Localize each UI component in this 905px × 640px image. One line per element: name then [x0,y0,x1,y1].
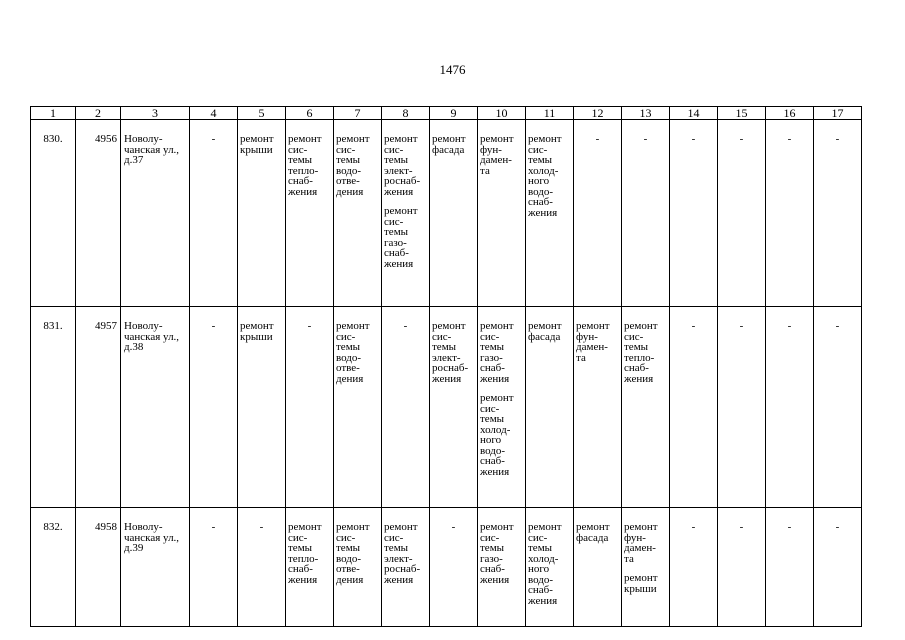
address-cell: Новолу- чанская ул., д.37 [121,120,190,307]
repair-schedule-table [30,106,862,627]
column-header: 4 [190,107,238,120]
column-header: 3 [121,107,190,120]
work-item: ремонт сис- темы газо- снаб- жения [480,521,514,586]
table-row [31,508,862,627]
work-cell [478,508,526,627]
column-header: 13 [622,107,670,120]
work-item: ремонт крыши [624,572,658,595]
column-header: 17 [814,107,862,120]
empty-cell: - [238,508,286,627]
work-cell [286,120,334,307]
work-cell [526,508,574,627]
row-number: 830. [31,120,76,307]
column-header: 9 [430,107,478,120]
empty-cell: - [766,120,814,307]
address-cell: Новолу- чанская ул., д.38 [121,307,190,508]
work-item: ремонт сис- темы тепло- снаб- жения [288,133,322,198]
column-header: 1 [31,107,76,120]
empty-cell: - [190,307,238,508]
empty-cell: - [718,120,766,307]
address-cell: Новолу- чанская ул., д.39 [121,508,190,627]
empty-cell: - [718,508,766,627]
empty-cell: - [622,120,670,307]
empty-cell: - [190,508,238,627]
empty-cell: - [670,307,718,508]
row-number: 831. [31,307,76,508]
empty-cell: - [382,307,430,508]
column-header: 14 [670,107,718,120]
column-header: 10 [478,107,526,120]
work-item: ремонт сис- темы водо- отве- дения [336,133,370,198]
work-cell [382,508,430,627]
work-cell [478,307,526,508]
work-item: ремонт сис- темы элект- роснаб- жения [384,133,421,198]
column-header: 2 [76,107,121,120]
work-cell [526,120,574,307]
column-header: 8 [382,107,430,120]
column-header: 15 [718,107,766,120]
work-item: ремонт сис- темы элект- роснаб- жения [432,320,469,385]
work-item: ремонт сис- темы холод- ного водо- снаб- жения [480,392,514,478]
row-code: 4957 [76,307,121,508]
empty-cell: - [766,307,814,508]
work-item: ремонт сис- темы тепло- снаб- жения [624,320,658,385]
empty-cell: - [814,307,862,508]
row-code: 4958 [76,508,121,627]
work-cell [622,508,670,627]
work-item: ремонт крыши [240,133,274,156]
column-header: 16 [766,107,814,120]
work-cell [334,508,382,627]
table-row [31,307,862,508]
work-item: ремонт фун- дамен- та [624,521,658,565]
work-cell [238,120,286,307]
work-cell [334,307,382,508]
column-header: 11 [526,107,574,120]
empty-cell: - [766,508,814,627]
empty-cell: - [670,508,718,627]
column-header: 7 [334,107,382,120]
work-item: ремонт фун- дамен- та [576,320,610,364]
work-item: ремонт фасада [576,521,610,544]
work-item: ремонт фасада [528,320,562,343]
empty-cell: - [670,120,718,307]
work-item: ремонт фасада [432,133,466,156]
work-cell [430,307,478,508]
work-item: ремонт сис- темы водо- отве- дения [336,521,370,586]
work-item: ремонт сис- темы газо- снаб- жения [384,205,418,270]
work-item: ремонт сис- темы газо- снаб- жения [480,320,514,385]
table-row [31,120,862,307]
table-body [31,120,862,627]
empty-cell: - [430,508,478,627]
empty-cell: - [190,120,238,307]
work-cell [334,120,382,307]
work-cell [430,120,478,307]
work-cell [478,120,526,307]
work-cell [574,508,622,627]
work-item: ремонт сис- темы водо- отве- дения [336,320,370,385]
empty-cell: - [814,120,862,307]
empty-cell: - [814,508,862,627]
work-item: ремонт сис- темы холод- ного водо- снаб- жения [528,133,562,219]
work-cell [574,307,622,508]
empty-cell: - [574,120,622,307]
work-item: ремонт крыши [240,320,274,343]
column-header: 5 [238,107,286,120]
work-cell [286,508,334,627]
work-cell [382,120,430,307]
work-item: ремонт сис- темы холод- ного водо- снаб- жения [528,521,562,607]
work-item: ремонт сис- темы тепло- снаб- жения [288,521,322,586]
empty-cell: - [286,307,334,508]
header-row [31,107,862,120]
work-cell [238,307,286,508]
work-cell [526,307,574,508]
column-header: 6 [286,107,334,120]
work-item: ремонт сис- темы элект- роснаб- жения [384,521,421,586]
work-cell [622,307,670,508]
empty-cell: - [718,307,766,508]
row-code: 4956 [76,120,121,307]
row-number: 832. [31,508,76,627]
work-item: ремонт фун- дамен- та [480,133,514,177]
page-number: 1476 [439,62,466,77]
column-header: 12 [574,107,622,120]
